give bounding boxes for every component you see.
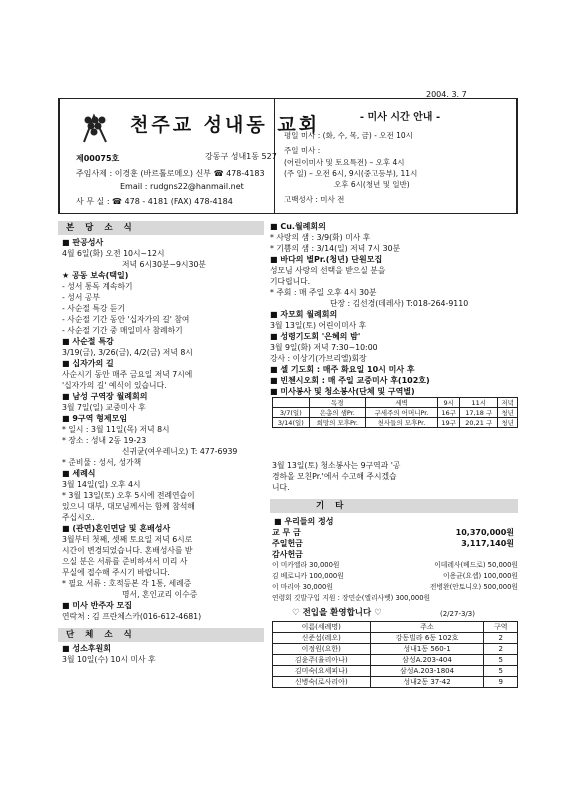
service-header: 9시 — [438, 398, 460, 408]
parish-news-line: * 장소 : 성내 2동 19-23 — [62, 436, 147, 445]
mass-line: (주 일) – 오전 6시, 9시(중고등부), 11시 — [284, 169, 418, 178]
parish-news-line: * 필요 서류 : 호적등본 각 1통, 세례증 — [62, 579, 192, 588]
right-news-line: 강사 : 이상기(가브리엘)회장 — [270, 354, 367, 363]
thanks-entry: 전병완(안토니오) 500,000원 — [429, 583, 518, 591]
welcome-header: 주소 — [370, 622, 484, 633]
finance-value: 10,370,000원 — [455, 528, 514, 537]
welcome-cell: 성내1동 560-1 — [370, 644, 484, 655]
right-news-heading: ■ 바다의 별Pr.(청년) 단원모집 — [270, 255, 383, 264]
service-cell: 3/14(일) — [273, 418, 310, 428]
right-news-heading: ■ 성령기도회 '은혜의 밤' — [270, 332, 361, 341]
parish-news-line: 무실에 접수해 주시기 바랍니다. — [62, 568, 170, 577]
church-name: 천주교 성내동 교회 — [130, 114, 321, 136]
parish-news-heading: ★ 공동 보속(택일) — [62, 271, 129, 280]
finance-label: 주일헌금 — [272, 539, 303, 548]
welcome-row — [273, 644, 518, 655]
parish-news-line: 저녁 6시30분~9시30분 — [122, 260, 206, 269]
parish-news-line: 있으니 대부, 대모님께서는 함께 참석해 — [62, 502, 195, 511]
section-etc: 기 타 — [270, 499, 518, 513]
finance-row — [272, 527, 514, 538]
service-row — [273, 418, 518, 428]
issue-date: 2004. 3. 7 — [426, 90, 467, 99]
welcome-header: 구역 — [484, 622, 518, 633]
thanks-entry: 김 베로니카 100,000원 — [272, 572, 344, 580]
welcome-cell: 이정원(요한) — [273, 644, 371, 655]
thanks-entry: 이용균(요셉) 100,000원 — [443, 572, 518, 580]
parish-news-line: - 사순절 기간 동안 '십자가의 길' 참여 — [62, 315, 190, 324]
parish-news-line: - 사순절 기간 중 매일미사 참례하기 — [62, 326, 183, 335]
welcome-cell: 삼성A.203-1804 — [370, 666, 484, 677]
finance-value: 3,117,140원 — [461, 539, 514, 548]
group-news-heading: ■ 성소후원회 — [62, 644, 111, 653]
pastor-line: 주임사제 : 이경훈 (바르톨로메오) 신부 ☎ 478-4183 — [76, 169, 265, 178]
thanks-entry: 이 미카엘라 30,000원 — [272, 561, 340, 569]
finance-label: 교 무 금 — [272, 528, 301, 537]
finance-list — [272, 527, 514, 560]
service-cell: 3/7(일) — [273, 408, 310, 418]
parish-news-line: 신귀균(여우레니오) T: 477-6939 — [122, 447, 238, 456]
finance-title: ■ 우리들의 정성 — [274, 517, 334, 526]
service-cell: 천사들의 모후Pr. — [365, 418, 437, 428]
parish-news-heading: ■ 남성 구역장 월례회의 — [62, 392, 148, 401]
parish-news-line: '십자가의 길' 예식이 있습니다. — [62, 381, 167, 390]
office-line: 사 무 실 : ☎ 478 - 4181 (FAX) 478-4184 — [76, 197, 233, 206]
finance-row — [272, 538, 514, 549]
cleaning-note — [272, 460, 522, 493]
welcome-cell: 성내2동 37-42 — [370, 677, 484, 688]
thanks-row — [272, 582, 518, 593]
welcome-table — [272, 621, 518, 688]
parish-news-line: 3/19(금), 3/26(금), 4/2(금) 저녁 8시 — [62, 348, 193, 357]
welcome-cell: 9 — [484, 677, 518, 688]
parish-news-heading: ■ 9구역 형제모임 — [62, 414, 128, 423]
parish-news-line: * 준비물 : 성서, 성가책 — [62, 458, 142, 467]
parish-news-line: * 일시 : 3월 11일(목) 저녁 8시 — [62, 425, 170, 434]
welcome-cell: 신병숙(로사리아) — [273, 677, 371, 688]
parish-news-heading: ■ (관면)혼인면담 및 혼배성사 — [62, 524, 171, 533]
service-cell: 희망의 모후Pr. — [309, 418, 365, 428]
right-news-heading: ■ Cu.월례회의 — [270, 222, 326, 231]
welcome-cell: 5 — [484, 666, 518, 677]
service-header: 저녁 — [498, 398, 518, 408]
service-cell: 은총의 샘Pr. — [309, 408, 365, 418]
thanks-row — [272, 571, 518, 582]
service-cell: 17,18 구 — [460, 408, 498, 418]
right-news-heading: ■ 빈첸시오회 : 매 주일 교중미사 후(102호) — [270, 376, 430, 385]
welcome-header: 이름(세례명) — [273, 622, 371, 633]
service-cell: 20,21 구 — [460, 418, 498, 428]
right-news-line: * 기쁨의 샘 : 3/14(일) 저녁 7시 30분 — [270, 244, 401, 253]
welcome-row — [273, 677, 518, 688]
section-parish-news: 본 당 소 식 — [58, 221, 264, 235]
parish-news-heading: ■ 사순절 특강 — [62, 337, 114, 346]
service-table — [272, 397, 518, 428]
service-header: 독경 — [309, 398, 365, 408]
service-cell: 청년 — [498, 418, 518, 428]
section-group-news: 단 체 소 식 — [58, 628, 264, 642]
right-news-line: * 주회 : 매 주일 오후 4시 30분 — [270, 288, 377, 297]
church-address: 강동구 성내1동 527 — [205, 152, 277, 161]
mass-line: (어린이미사 및 토요특전) – 오후 4시 — [284, 158, 405, 167]
parish-news-heading: ■ 세례식 — [62, 469, 96, 478]
group-news-list — [62, 643, 272, 665]
cleaning-note-line: 경하올 모친Pr.'에서 수고해 주시겠습 — [272, 472, 397, 481]
grape-logo-icon — [78, 112, 112, 146]
welcome-row — [273, 655, 518, 666]
welcome-cell: 2 — [484, 633, 518, 644]
service-header — [273, 398, 310, 408]
service-header: 11시 — [460, 398, 498, 408]
parish-news-line: 주십시오. — [62, 513, 95, 522]
welcome-row — [273, 633, 518, 644]
issue-number: 제00075호 — [76, 154, 120, 163]
welcome-cell: 강동빌라 6동 102호 — [370, 633, 484, 644]
service-row — [273, 408, 518, 418]
thanks-list — [272, 560, 518, 604]
group-news-line: 3월 10일(수) 10시 미사 후 — [62, 655, 156, 664]
parish-news-line: 명서, 혼인교리 이수증 — [122, 590, 198, 599]
parish-news-line: - 성서 공부 — [62, 293, 100, 302]
right-news-line: 단장 : 김선경(데레사) T:018-264-9110 — [330, 299, 469, 308]
parish-news-line: 3월부터 첫째, 셋째 토요일 저녁 6시로 — [62, 535, 193, 544]
parish-news-line: 연락처 : 김 프란체스카(016-612-4681) — [62, 612, 202, 621]
service-cell: 구세주의 어머니Pr. — [365, 408, 437, 418]
finance-row — [272, 549, 514, 560]
welcome-range: (2/27-3/3) — [440, 610, 475, 618]
parish-news-line: 사순시기 동안 매주 금요일 저녁 7시에 — [62, 370, 193, 379]
mass-title: - 미사 시간 안내 - — [359, 112, 441, 123]
parish-news-list — [62, 237, 272, 622]
right-news-heading: ■ 자모회 월례회의 — [270, 310, 338, 319]
parish-news-heading: ■ 십자가의 길 — [62, 359, 114, 368]
parish-news-line: 3월 7일(일) 교중미사 후 — [62, 403, 146, 412]
thanks-last: 연령회 깃발구입 지원 : 장민순(엘리사벳) 300,000원 — [272, 594, 431, 602]
thanks-entry: 이데레사(베드로) 50,000원 — [434, 561, 518, 569]
right-news-line: 3월 13일(토) 어린이미사 후 — [270, 321, 367, 330]
mass-line: 고백성사 : 미사 전 — [284, 195, 345, 204]
right-news-line: 성모님 사랑의 선택을 받으실 분을 — [270, 266, 386, 275]
right-news-heading: ■ 셀 기도회 : 매주 화요일 10시 미사 후 — [270, 365, 415, 374]
parish-news-line: 4월 6일(화) 오전 10시~12시 — [62, 249, 165, 258]
welcome-row — [273, 666, 518, 677]
mass-line: 평일 미사 : (화, 수, 목, 금) - 오전 10시 — [284, 131, 413, 140]
parish-news-heading: ■ 미사 반주자 모집 — [62, 601, 133, 610]
mass-line: 주일 미사 : — [284, 146, 321, 155]
right-news-line: 기다립니다. — [270, 277, 311, 286]
welcome-cell: 삼성A.203-404 — [370, 655, 484, 666]
parish-news-line: - 사순절 특강 듣기 — [62, 304, 125, 313]
welcome-cell: 김윤주(율리아나) — [273, 655, 371, 666]
email-line: Email : rudgns22@hanmail.net — [120, 182, 244, 191]
parish-news-line: * 3월 13일(토) 오후 5시에 전례연습이 — [62, 491, 195, 500]
welcome-title: ♡ 전입을 환영합니다 ♡ — [292, 608, 382, 618]
cleaning-note-line: 3월 13일(토) 청소봉사는 9구역과 '공 — [272, 461, 401, 470]
welcome-cell: 5 — [484, 655, 518, 666]
right-news-heading: ■ 미사봉사 및 청소봉사(단체 및 구역별) — [270, 387, 415, 396]
parish-news-line: 으실 분은 서류를 준비하셔서 미리 사 — [62, 557, 188, 566]
parish-news-heading: ■ 판공성사 — [62, 238, 104, 247]
service-cell: 16구 — [438, 408, 460, 418]
thanks-entry: 이 마리아 30,000원 — [272, 583, 333, 591]
welcome-cell: 신준섭(레오) — [273, 633, 371, 644]
cleaning-note-line: 니다. — [272, 483, 290, 492]
thanks-row — [272, 560, 518, 571]
welcome-cell: 2 — [484, 644, 518, 655]
right-news-line: * 사랑의 샘 : 3/9(화) 미사 후 — [270, 233, 371, 242]
right-news-line: 3월 9일(화) 저녁 7:30~10:00 — [270, 343, 378, 352]
parish-news-line: 시간이 변경되었습니다. 혼배성사를 받 — [62, 546, 193, 555]
service-header: 세벽 — [365, 398, 437, 408]
welcome-cell: 김미숙(요세피나) — [273, 666, 371, 677]
group-news-right-list — [270, 221, 520, 397]
finance-label: 감사헌금 — [272, 550, 303, 559]
parish-news-line: 3월 14일(일) 오후 4시 — [62, 480, 141, 489]
parish-news-line: - 성서 통독 계속하기 — [62, 282, 133, 291]
mass-line: 오후 6시(청년 및 일반) — [334, 180, 410, 189]
service-cell: 청년 — [498, 408, 518, 418]
service-cell: 19구 — [438, 418, 460, 428]
